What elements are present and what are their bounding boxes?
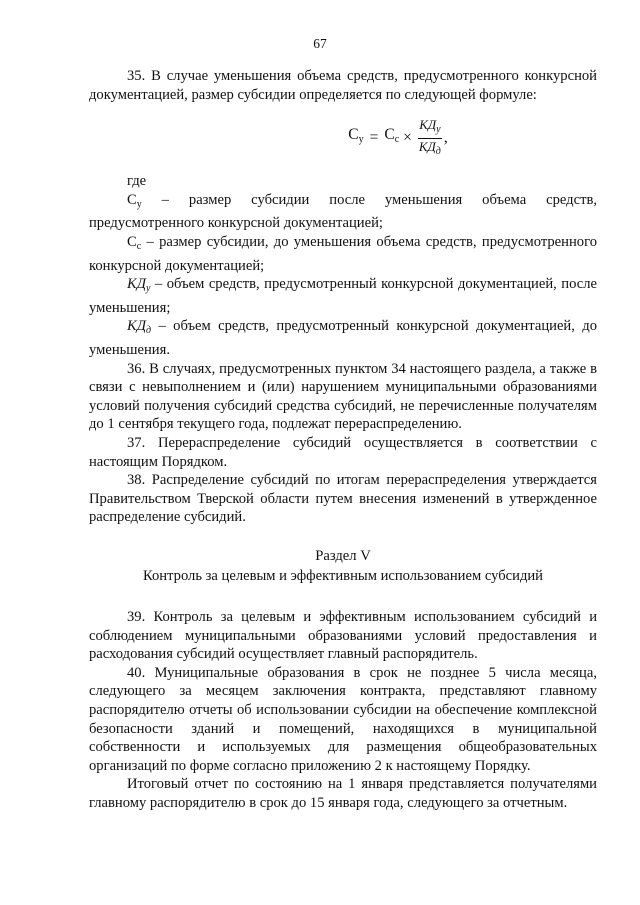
- definition-symbol: $КД_у$: [127, 276, 151, 295]
- formula-times: ×: [403, 128, 412, 146]
- definition-kd-u: [89, 275, 597, 317]
- definition-text: – размер субсидии, до уменьшения объема средств, предусмотренного конкурсной документацией;: [89, 233, 597, 274]
- definition-symbol: $С_у$: [127, 191, 142, 210]
- definition-c-u: [89, 191, 597, 233]
- definition-kd-d: [89, 317, 597, 359]
- formula-c: $С_с$: [384, 126, 400, 146]
- definition-symbol: $С_с$: [127, 233, 142, 252]
- subsidy-formula: [199, 114, 597, 162]
- where-label: где: [127, 173, 147, 190]
- formula-comma: ,: [443, 128, 448, 146]
- paragraph-38: 38. Распределение субсидий по итогам перераспределения утверждается Правительством Тверской области путем внесения изменений в утвержденное распределение субсидий.: [89, 472, 597, 526]
- paragraph-37: 37. Перераспределение субсидий осуществляется в соответствии с настоящим Порядком.: [89, 434, 597, 470]
- paragraph-39: 39. Контроль за целевым и эффективным использованием субсидий и соблюдением муниципальными образованиями условий предоставления и расходования субсидий осуществляет главный распорядитель.: [89, 609, 597, 663]
- definition-symbol: $КД_д$: [127, 318, 152, 337]
- page-number: 67: [313, 36, 327, 51]
- paragraph-35: 35. В случае уменьшения объема средств, предусмотренного конкурсной документацией, размер субсидии определяется по следующей формуле:: [89, 68, 597, 103]
- definition-c-s: [89, 233, 597, 275]
- fraction-numerator: $КД_у$: [418, 117, 441, 139]
- formula-lhs: $С_у$: [348, 126, 364, 146]
- paragraph-36: 36. В случаях, предусмотренных пунктом 34 настоящего раздела, а также в связи с невыполнением и (или) нарушением муниципальными образованиями условий получения субсидий средства субсидий, не перечисленные получателям до 1 сентября текущего года, подлежат перераспределению.: [89, 360, 597, 433]
- definition-text: – объем средств, предусмотренный конкурсной документацией, до уменьшения.: [89, 318, 597, 358]
- formula-equals: =: [369, 128, 379, 146]
- paragraph-final-report: Итоговый отчет по состоянию на 1 января представляется получателями главному распорядителю в срок до 15 января года, следующего за отчетным.: [89, 776, 597, 811]
- fraction-denominator: $КД_д$: [418, 138, 441, 157]
- paragraph-40: 40. Муниципальные образования в срок не позднее 5 числа месяца, следующего за месяцем заключения контракта, представляют главному распорядителю отчеты об использовании субсидии на обеспечение комплексной безопасности зданий и помещений, находящихся в муниципальной собственности и используемых для размещения общеобразовательных организаций по форме согласно приложению 2 к настоящему Порядку.: [89, 664, 597, 774]
- section-title: Раздел V: [315, 547, 371, 564]
- definition-text: – размер субсидии после уменьшения объема средств, предусмотренного конкурсной документацией;: [89, 191, 597, 232]
- document-body: [89, 67, 597, 813]
- definition-text: – объем средств, предусмотренный конкурсной документацией, после уменьшения;: [89, 276, 597, 316]
- formula-fraction: [418, 117, 442, 160]
- section-subtitle: Контроль за целевым и эффективным использованием субсидий: [142, 568, 543, 585]
